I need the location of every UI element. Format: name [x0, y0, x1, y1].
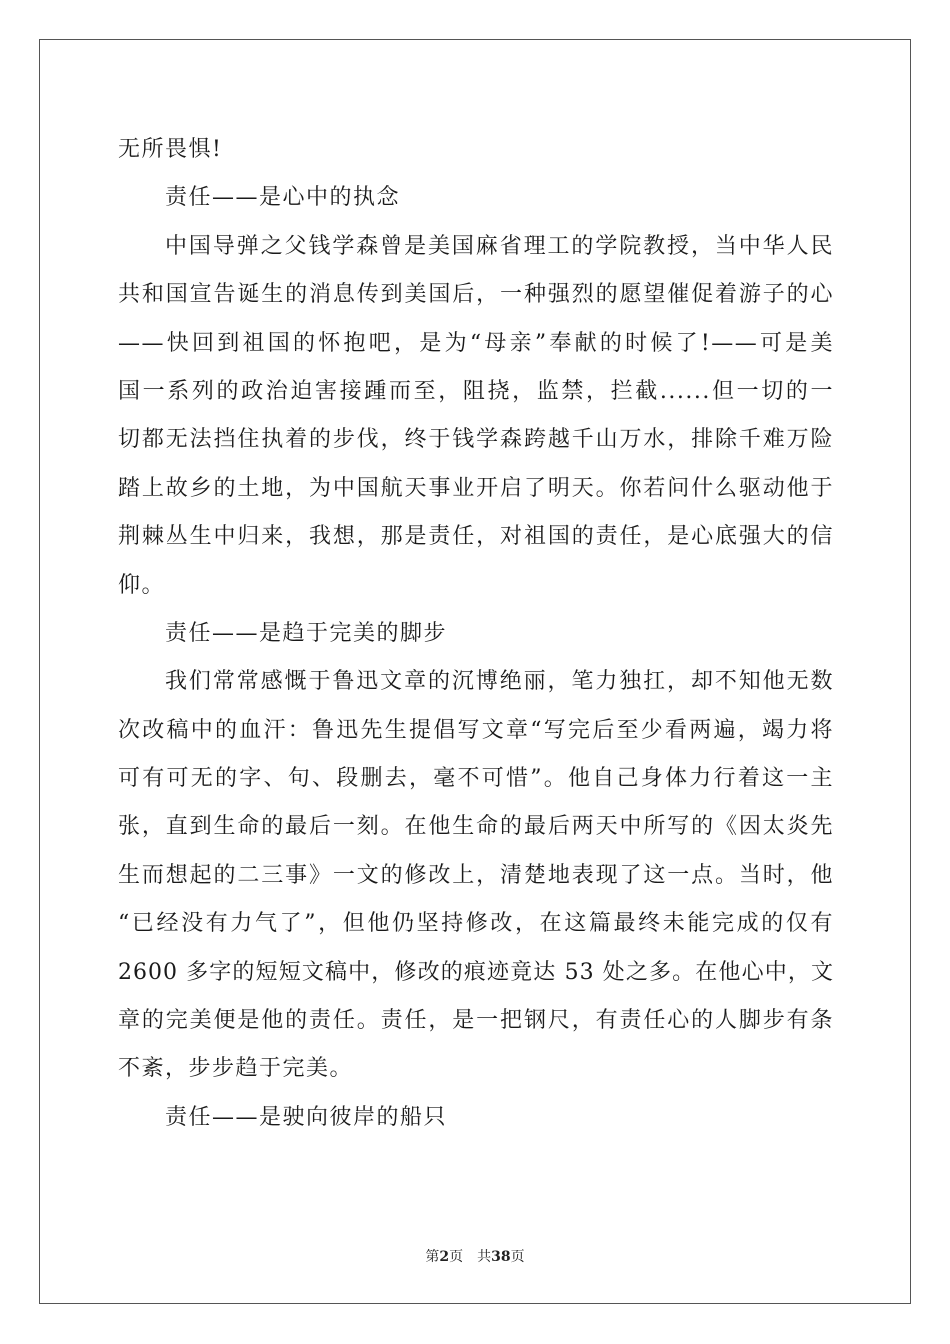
text-line: 踏上故乡的土地，为中国航天事业开启了明天。你若问什么驱动他于 [118, 475, 834, 501]
document-body [118, 126, 834, 1142]
text-line: 不紊，步步趋于完美。 [118, 1056, 354, 1082]
text-line: ——快回到祖国的怀抱吧，是为“母亲”奉献的时候了!——可是美 [118, 330, 834, 356]
text-line: 共和国宣告诞生的消息传到美国后，一种强烈的愿望催促着游子的心 [118, 282, 834, 308]
text-line: 次改稿中的血汗：鲁迅先生提倡写文章“写完后至少看两遍，竭力将 [118, 717, 834, 743]
total-suffix: 页 [510, 1249, 525, 1265]
text-line: 无所畏惧! [118, 137, 223, 162]
paragraph-first-line: 我们常常感慨于鲁迅文章的沉博绝丽，笔力独扛，却不知他无数 [165, 669, 834, 695]
page-number: 2 [439, 1249, 450, 1265]
section-heading: 责任——是心中的执念 [165, 185, 401, 211]
text-line: 章的完美便是他的责任。责任，是一把钢尺，有责任心的人脚步有条 [118, 1008, 834, 1034]
section-heading: 责任——是趋于完美的脚步 [165, 620, 448, 646]
text-line: 张，直到生命的最后一刻。在他生命的最后两天中所写的《因太炎先 [118, 814, 834, 840]
section-heading: 责任——是驶向彼岸的船只 [165, 1104, 448, 1130]
text-line: 生而想起的二三事》一文的修改上，清楚地表现了这一点。当时，他 [118, 862, 834, 888]
text-line: 国一系列的政治迫害接踵而至，阻挠，监禁，拦截......但一切的一 [118, 378, 834, 404]
text-line: 可有可无的字、句、段删去，毫不可惜”。他自己身体力行着这一主 [118, 766, 834, 792]
text-line: 荆棘丛生中归来，我想，那是责任，对祖国的责任，是心底强大的信 [118, 524, 834, 550]
paragraph-first-line: 中国导弹之父钱学森曾是美国麻省理工的学院教授，当中华人民 [165, 233, 834, 259]
total-pages: 38 [491, 1249, 511, 1265]
text-line: 切都无法挡住执着的步伐，终于钱学森跨越千山万水，排除千难万险 [118, 427, 834, 453]
text-line: 2600 多字的短短文稿中，修改的痕迹竟达 53 处之多。在他心中，文 [118, 959, 834, 985]
page-suffix: 页 [449, 1249, 464, 1265]
page-footer [0, 1248, 950, 1266]
total-prefix: 共 [477, 1249, 492, 1265]
text-line: 仰。 [118, 572, 166, 598]
text-line: “已经没有力气了”，但他仍坚持修改，在这篇最终未能完成的仅有 [118, 911, 834, 937]
page-prefix: 第 [425, 1249, 440, 1265]
